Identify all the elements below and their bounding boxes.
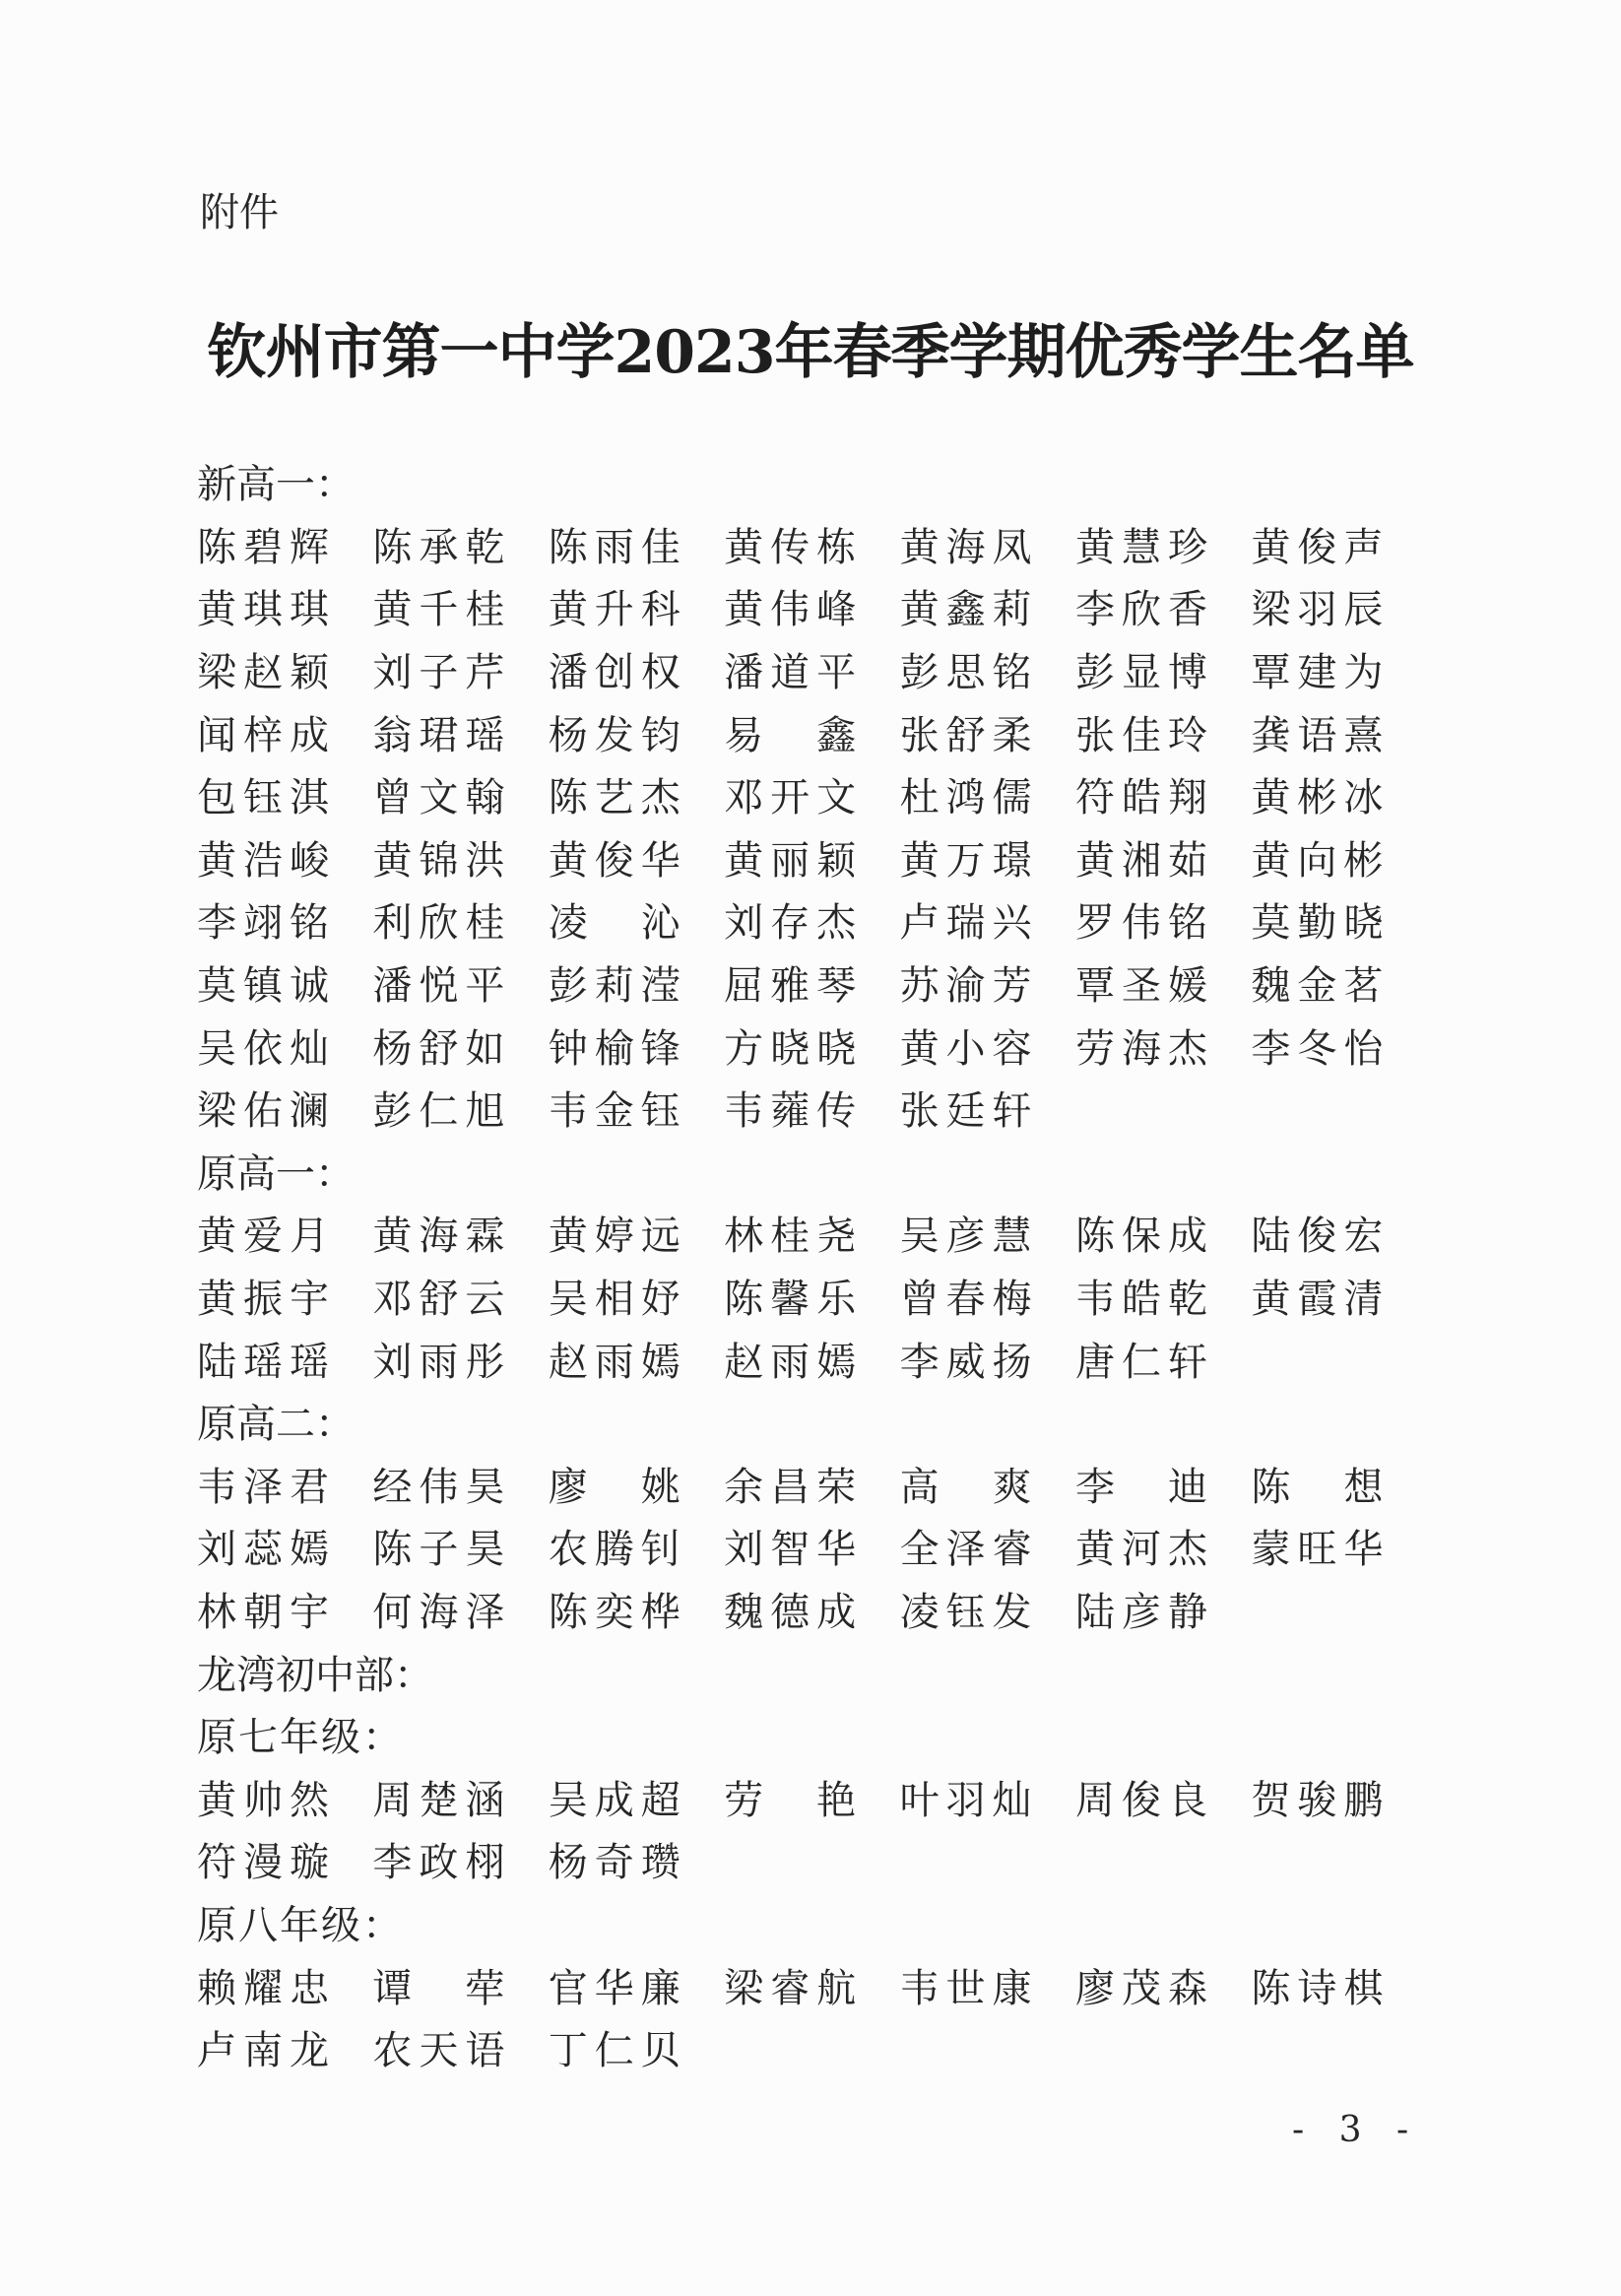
student-name: 龚语熹 [1251,712,1391,758]
student-name: 陆俊宏 [1251,1214,1391,1260]
student-name: 闻梓成 [197,712,336,758]
student-name: 曾文翰 [372,775,512,821]
student-name: 刘智华 [724,1527,864,1573]
student-name: 黄河杰 [1074,1527,1214,1573]
student-name: 钟榆锋 [548,1025,687,1072]
student-name: 林桂尧 [724,1214,864,1260]
student-name: 杨奇瓒 [548,1840,687,1886]
section-heading: 新高一： [197,462,355,508]
document-title: 钦州市第一中学2023年春季学期优秀学生名单 [207,318,1414,387]
student-name: 吴彦慧 [899,1214,1039,1260]
student-name: 韦皓乾 [1074,1277,1214,1323]
student-name: 潘创权 [548,650,687,696]
student-name: 潘悦平 [372,963,512,1010]
student-name: 易 鑫 [724,712,864,758]
student-list [197,450,1477,2078]
student-name: 黄向彬 [1251,837,1391,884]
student-name: 黄琪琪 [197,587,336,633]
student-name: 陈子昊 [372,1527,512,1573]
section-heading: 原高二： [197,1402,355,1448]
student-name: 梁羽辰 [1251,587,1391,633]
student-name: 符漫璇 [197,1840,336,1886]
student-name: 黄锦洪 [372,837,512,884]
student-name: 经伟昊 [372,1464,512,1510]
student-name: 李欣香 [1074,587,1214,633]
student-name: 廖茂森 [1074,1965,1214,2011]
student-name: 魏金茗 [1251,963,1391,1010]
student-name: 陈碧辉 [197,524,336,570]
student-name: 陈艺杰 [548,775,687,821]
student-name: 韦蕹传 [724,1088,864,1135]
name-row [197,638,1477,701]
student-name: 杜鸿儒 [899,775,1039,821]
name-row [197,575,1477,638]
student-name: 黄伟峰 [724,587,864,633]
name-row [197,2016,1477,2079]
student-name: 丁仁贝 [548,2028,687,2074]
name-row [197,826,1477,889]
student-name: 苏渝芳 [899,963,1039,1010]
student-name: 黄俊华 [548,837,687,884]
student-name: 彭显博 [1074,650,1214,696]
student-name: 黄爱月 [197,1214,336,1260]
student-name: 官华廉 [548,1965,687,2011]
student-name: 黄海凤 [899,524,1039,570]
student-name: 屈雅琴 [724,963,864,1010]
student-name: 黄万璟 [899,837,1039,884]
student-name: 吴依灿 [197,1025,336,1072]
student-name: 何海泽 [372,1589,512,1635]
student-name: 唐仁轩 [1074,1339,1214,1385]
student-name: 张佳玲 [1074,712,1214,758]
student-name: 曾春梅 [899,1277,1039,1323]
student-name: 廖 姚 [548,1464,687,1510]
name-row [197,1327,1477,1390]
name-row [197,1515,1477,1578]
student-name: 魏德成 [724,1589,864,1635]
student-name: 陈馨乐 [724,1277,864,1323]
student-name: 贺骏鹏 [1251,1777,1391,1823]
student-name: 陈诗棋 [1251,1965,1391,2011]
student-name: 罗伟铭 [1074,900,1214,947]
student-name: 周俊良 [1074,1777,1214,1823]
student-name: 黄湘茹 [1074,837,1214,884]
student-name: 黄升科 [548,587,687,633]
page-number: - 3 - [1292,2110,1421,2150]
student-name: 凌 沁 [548,900,687,947]
student-name: 覃建为 [1251,650,1391,696]
student-name: 农天语 [372,2028,512,2074]
student-name: 莫勤晓 [1251,900,1391,947]
name-row [197,1265,1477,1328]
student-name: 黄海霖 [372,1214,512,1260]
student-name: 包钰淇 [197,775,336,821]
student-name: 李翊铭 [197,900,336,947]
student-name: 蒙旺华 [1251,1527,1391,1573]
student-name: 张舒柔 [899,712,1039,758]
section-heading: 原七年级： [197,1715,404,1761]
student-name: 林朝宇 [197,1589,336,1635]
section-heading: 龙湾初中部： [197,1652,433,1698]
student-name: 刘子芹 [372,650,512,696]
student-name: 黄婷远 [548,1214,687,1260]
name-row [197,1453,1477,1516]
name-row [197,951,1477,1015]
student-name: 莫镇诚 [197,963,336,1010]
student-name: 凌钰发 [899,1589,1039,1635]
student-name: 梁睿航 [724,1965,864,2011]
student-name: 陈奕桦 [548,1589,687,1635]
student-name: 黄振宇 [197,1277,336,1323]
student-name: 符皓翔 [1074,775,1214,821]
student-name: 杨舒如 [372,1025,512,1072]
student-name: 陈 想 [1251,1464,1391,1510]
name-row [197,1953,1477,2016]
student-name: 谭 荦 [372,1965,512,2011]
student-name: 卢瑞兴 [899,900,1039,947]
student-name: 韦金钰 [548,1088,687,1135]
student-name: 刘存杰 [724,900,864,947]
student-name: 吴相妤 [548,1277,687,1323]
student-name: 黄丽颖 [724,837,864,884]
student-name: 黄浩峻 [197,837,336,884]
student-name: 赵雨嫣 [724,1339,864,1385]
student-name: 张廷轩 [899,1088,1039,1135]
name-row [197,1578,1477,1641]
student-name: 赖耀忠 [197,1965,336,2011]
name-row [197,1828,1477,1891]
student-name: 黄慧珍 [1074,524,1214,570]
student-name: 黄鑫莉 [899,587,1039,633]
name-row [197,763,1477,826]
name-row [197,700,1477,763]
student-name: 黄帅然 [197,1777,336,1823]
section-heading: 原八年级： [197,1902,404,1948]
student-name: 赵雨嫣 [548,1339,687,1385]
student-name: 陈保成 [1074,1214,1214,1260]
student-name: 潘道平 [724,650,864,696]
student-name: 梁赵颖 [197,650,336,696]
student-name: 劳 艳 [724,1777,864,1823]
student-name: 叶羽灿 [899,1777,1039,1823]
name-row [197,1077,1477,1140]
student-name: 黄彬冰 [1251,775,1391,821]
student-name: 翁珺瑶 [372,712,512,758]
student-name: 李 迪 [1074,1464,1214,1510]
name-row [197,1765,1477,1828]
student-name: 卢南龙 [197,2028,336,2074]
student-name: 农腾钊 [548,1527,687,1573]
name-row [197,888,1477,951]
student-name: 韦泽君 [197,1464,336,1510]
student-name: 彭仁旭 [372,1088,512,1135]
attachment-label: 附件 [200,190,279,235]
student-name: 李政栩 [372,1840,512,1886]
student-name: 黄霞清 [1251,1277,1391,1323]
student-name: 彭思铭 [899,650,1039,696]
student-name: 李冬怡 [1251,1025,1391,1072]
student-name: 李威扬 [899,1339,1039,1385]
student-name: 陆瑶瑶 [197,1339,336,1385]
student-name: 梁佑澜 [197,1088,336,1135]
student-name: 全泽睿 [899,1527,1039,1573]
student-name: 彭莉滢 [548,963,687,1010]
student-name: 黄传栋 [724,524,864,570]
student-name: 刘蕊嫣 [197,1527,336,1573]
student-name: 余昌荣 [724,1464,864,1510]
student-name: 黄小容 [899,1025,1039,1072]
student-name: 黄千桂 [372,587,512,633]
student-name: 陈承乾 [372,524,512,570]
student-name: 刘雨彤 [372,1339,512,1385]
student-name: 杨发钧 [548,712,687,758]
student-name: 利欣桂 [372,900,512,947]
student-name: 周楚涵 [372,1777,512,1823]
student-name: 邓开文 [724,775,864,821]
student-name: 韦世康 [899,1965,1039,2011]
student-name: 劳海杰 [1074,1025,1214,1072]
name-row [197,1202,1477,1265]
student-name: 陈雨佳 [548,524,687,570]
student-name: 方晓晓 [724,1025,864,1072]
student-name: 邓舒云 [372,1277,512,1323]
student-name: 吴成超 [548,1777,687,1823]
student-name: 黄俊声 [1251,524,1391,570]
student-name: 覃圣媛 [1074,963,1214,1010]
section-heading: 原高一： [197,1150,355,1197]
name-row [197,513,1477,576]
student-name: 陆彦静 [1074,1589,1214,1635]
student-name: 高 爽 [899,1464,1039,1510]
name-row [197,1014,1477,1077]
